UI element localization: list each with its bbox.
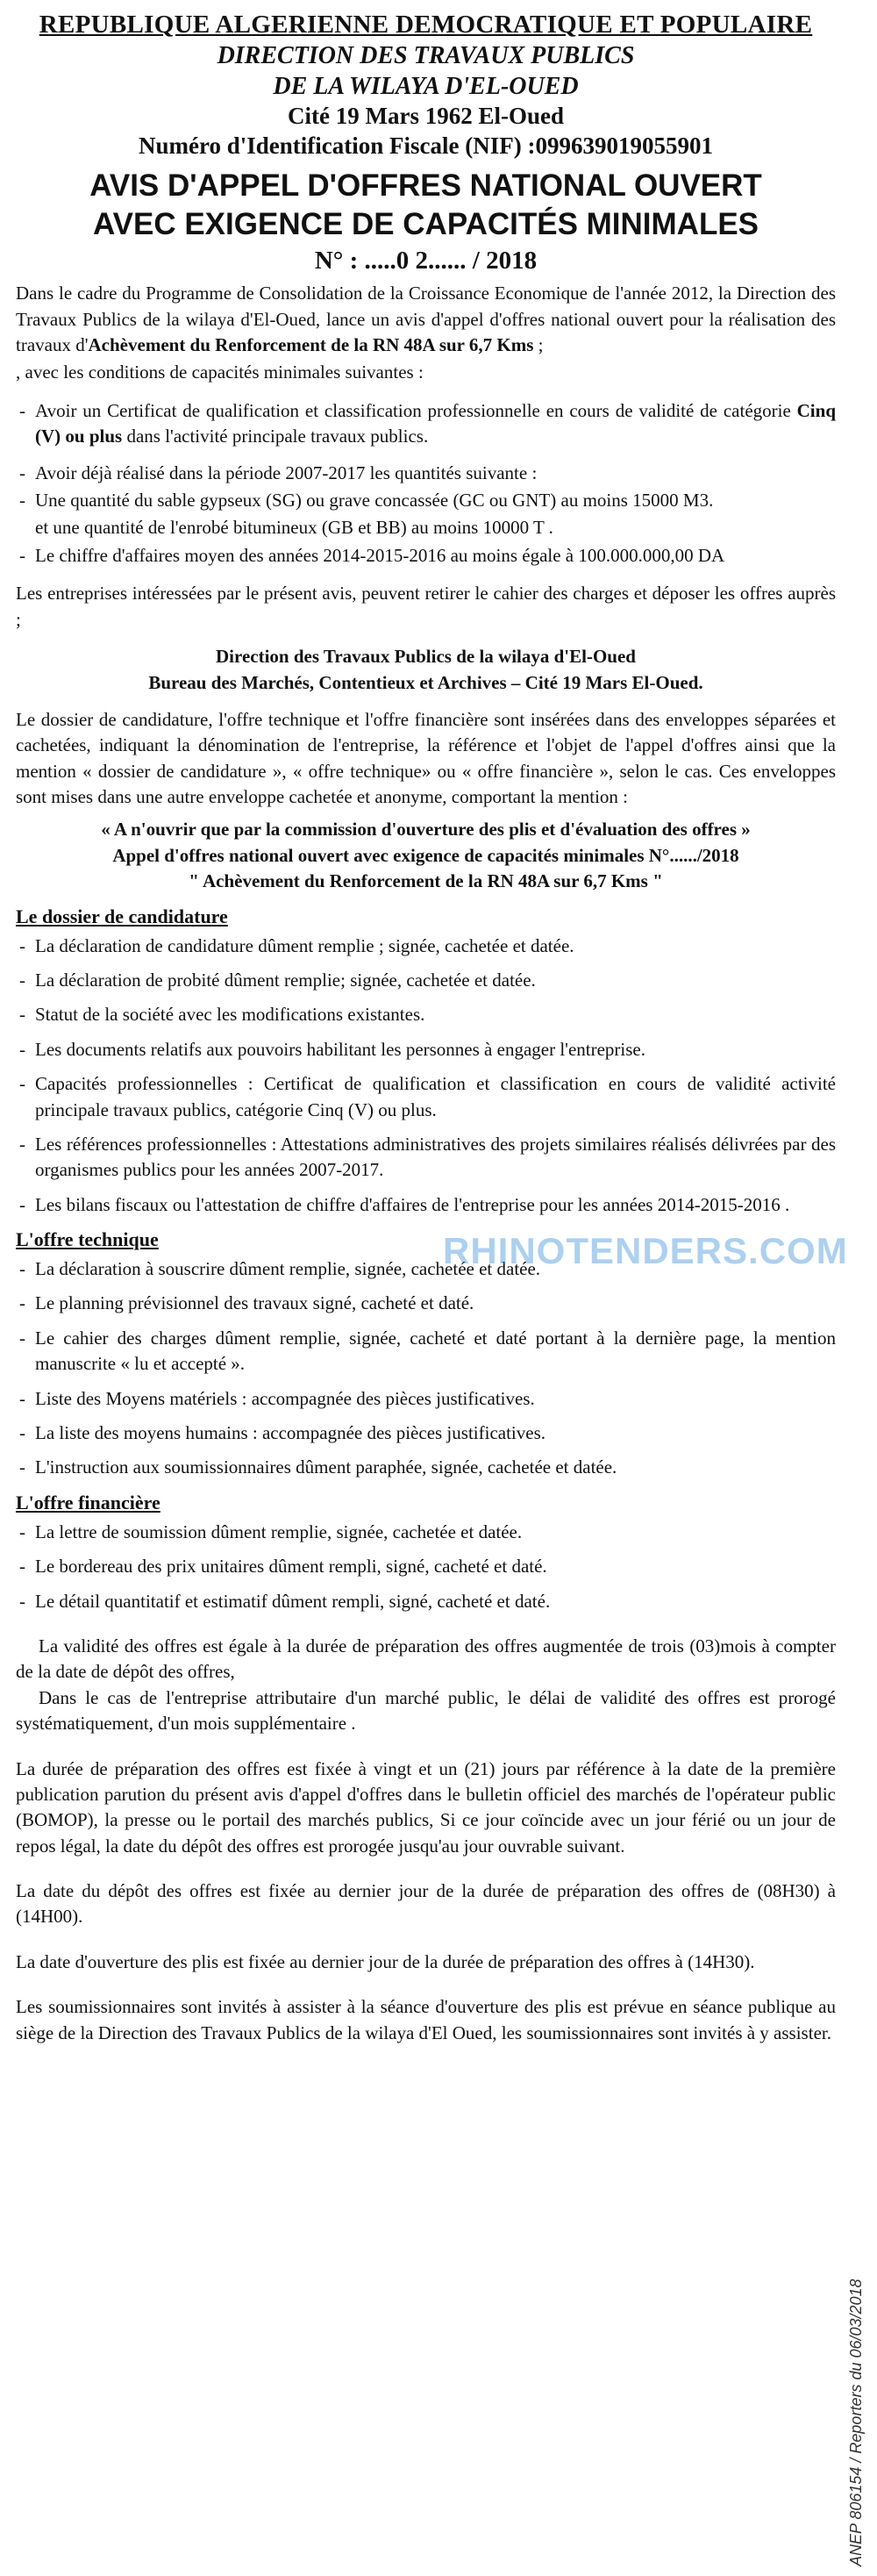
nif-line: Numéro d'Identification Fiscale (NIF) :099639019055901 bbox=[139, 132, 713, 159]
candidature-section-title: Le dossier de candidature bbox=[16, 905, 228, 927]
preparation-paragraph: La durée de préparation des offres est fixée à vingt et un (21) jours par référence à la date de la première publication parution du présent avis d'appel d'offres dans le bulletin officiel des marchés de l'opérateur public (BOMOP), la presse ou le portail des marchés publics, Si ce jour coïncide avec un jour férié ou un jour de repos légal, la date du dépôt des offres est prorogée jusqu'au jour ouvrable suivant. bbox=[16, 1757, 836, 1857]
candidature-item: - Les documents relatifs aux pouvoirs habilitant les personnes à engager l'entreprise. bbox=[16, 1037, 836, 1063]
mention-line-1: « A n'ouvrir que par la commission d'ouverture des plis et d'évaluation des offres » bbox=[101, 819, 751, 841]
validity-paragraph: La validité des offres est égale à la durée de préparation des offres augmentée de trois (03)mois à compter de la date de dépôt des offres, bbox=[16, 1635, 836, 1683]
financiere-list bbox=[16, 1520, 836, 1614]
mention-line-3: " Achèvement du Renforcement de la RN 48A sur 6,7 Kms " bbox=[189, 870, 663, 892]
retrait-paragraph: Les entreprises intéressées par le présent avis, peuvent retirer le cahier des charges et déposer les offres auprès ; bbox=[16, 583, 836, 630]
notice-title-line2: AVEC EXIGENCE DE CAPACITÉS MINIMALES bbox=[92, 206, 759, 241]
wilaya-heading: DE LA WILAYA D'EL-OUED bbox=[273, 73, 579, 101]
intro-paragraph bbox=[16, 281, 836, 358]
condition-item: - Avoir déjà réalisé dans la période 2007-2017 les quantités suivante : bbox=[16, 461, 836, 486]
condition-item: - Une quantité du sable gypseux (SG) ou grave concassée (GC ou GNT) au moins 15000 M3. bbox=[16, 488, 836, 513]
candidature-item: - Les bilans fiscaux ou l'attestation de chiffre d'affaires de l'entreprise pour les années 2014-2015-2016 . bbox=[16, 1192, 836, 1218]
submission-address bbox=[16, 643, 836, 697]
candidature-item: - La déclaration de candidature dûment remplie ; signée, cachetée et datée. bbox=[16, 934, 836, 959]
project-name: Achèvement du Renforcement de la RN 48A sur 6,7 Kms bbox=[88, 334, 534, 356]
conditions-intro: , avec les conditions de capacités minimales suivantes : bbox=[16, 361, 424, 383]
technique-item: - Le cahier des charges dûment remplie, signée, cacheté et daté portant à la dernière page, la mention manuscrite « lu et accepté ». bbox=[16, 1326, 836, 1377]
prorogation-paragraph: Dans le cas de l'entreprise attributaire d'un marché public, le délai de validité des offres est prorogé systématiquement, d'un mois supplémentaire . bbox=[16, 1686, 836, 1735]
attendance-paragraph: Les soumissionnaires sont invités à assister à la séance d'ouverture des plis est prévue en séance publique au siège de la Direction des Travaux Publics de la wilaya d'El Oued, les soumissionnaires sont invités à y assister. bbox=[16, 1996, 836, 2043]
candidature-item: - Statut de la société avec les modifications existantes. bbox=[16, 1002, 836, 1027]
financiere-item: - La lettre de soumission dûment remplie, signée, cachetée et datée. bbox=[16, 1520, 836, 1545]
candidature-item: - Les références professionnelles : Attestations administratives des projets similaires réalisés délivrées par des organismes publics pour les années 2007-2017. bbox=[16, 1132, 836, 1184]
opening-date-paragraph: La date d'ouverture des plis est fixée au dernier jour de la durée de préparation des offres à (14H30). bbox=[16, 1950, 755, 1972]
condition-continuation: et une quantité de l'enrobé bitumineux (GB et BB) au moins 10000 T . bbox=[35, 517, 553, 539]
intro-end: ; bbox=[533, 334, 544, 356]
candidature-list bbox=[16, 934, 836, 1219]
technique-item: - Liste des Moyens matériels : accompagnée des pièces justificatives. bbox=[16, 1386, 836, 1412]
candidature-item: - Capacités professionnelles : Certificat de qualification et classification en cours de validité activité principale travaux publics, catégorie Cinq (V) ou plus. bbox=[16, 1071, 836, 1123]
condition-item: - Le chiffre d'affaires moyen des années 2014-2015-2016 au moins égale à 100.000.000,00 DA bbox=[16, 543, 836, 569]
deposit-date-paragraph: La date du dépôt des offres est fixée au dernier jour de la durée de préparation des offres de (08H30) à (14H00). bbox=[16, 1880, 836, 1928]
intro-text: Dans le cadre du Programme de Consolidation de la Croissance Economique de l'année 2012, la Direction des Travaux Publics de la wilaya d'El-Oued, lance un avis d'appel d'offres national ouvert pour la réalisation des travaux d' bbox=[16, 283, 836, 356]
financiere-section-title: L'offre financière bbox=[16, 1491, 160, 1513]
technique-item: - L'instruction aux soumissionnaires dûment paraphée, signée, cachetée et datée. bbox=[16, 1455, 836, 1480]
watermark-text: RHINOTENDERS.COM bbox=[443, 1230, 848, 1271]
envelope-mention bbox=[16, 817, 836, 894]
conditions-list bbox=[16, 398, 836, 450]
condition-text: Avoir un Certificat de qualification et classification professionnelle en cours de validité de catégorie bbox=[35, 399, 797, 421]
condition-item bbox=[16, 398, 836, 450]
address-line-2: Bureau des Marchés, Contentieux et Archives – Cité 19 Mars El-Oued. bbox=[148, 672, 703, 694]
notice-number: N° : .....0 2...... / 2018 bbox=[314, 247, 538, 275]
candidature-item: - La déclaration de probité dûment remplie; signée, cachetée et datée. bbox=[16, 968, 836, 993]
technique-item: - La liste des moyens humains : accompagnée des pièces justificatives. bbox=[16, 1420, 836, 1446]
address-line-1: Direction des Travaux Publics de la wilaya d'El-Oued bbox=[216, 645, 636, 667]
quantities-list bbox=[16, 461, 836, 514]
technique-section-title: L'offre technique bbox=[16, 1228, 159, 1251]
envelopes-paragraph: Le dossier de candidature, l'offre technique et l'offre financière sont insérées dans des enveloppes séparées et cachetées, indiquant la dénomination de l'entreprise, la référence et l'objet de l'appel d'offres ainsi que la mention « dossier de candidature », « offre technique» ou « offre financière », selon le cas. Ces enveloppes sont mises dans une autre enveloppe cachetée et anonyme, comportant la mention : bbox=[16, 708, 836, 807]
notice-content bbox=[16, 9, 836, 2046]
turnover-list bbox=[16, 543, 836, 569]
technique-item: - Le planning prévisionnel des travaux signé, cacheté et daté. bbox=[16, 1291, 836, 1316]
technique-item: - La déclaration à souscrire dûment remplie, signée, cachetée et datée. bbox=[16, 1256, 836, 1282]
technique-list bbox=[16, 1256, 836, 1481]
mention-line-2: Appel d'offres national ouvert avec exigence de capacités minimales N°....../2018 bbox=[112, 844, 739, 866]
republic-heading: REPUBLIQUE ALGERIENNE DEMOCRATIQUE ET POPULAIRE bbox=[39, 11, 813, 39]
publication-side-note: ANEP 806154 / Reporters du 06/03/2018 bbox=[847, 2279, 865, 2566]
direction-heading: DIRECTION DES TRAVAUX PUBLICS bbox=[217, 42, 635, 70]
address-line: Cité 19 Mars 1962 El-Oued bbox=[288, 103, 564, 130]
condition-text-end: dans l'activité principale travaux publics. bbox=[122, 426, 429, 447]
condition-category: Cinq (V) ou plus bbox=[35, 399, 836, 447]
notice-title-line1: AVIS D'APPEL D'OFFRES NATIONAL OUVERT bbox=[89, 168, 762, 203]
financiere-item: - Le détail quantitatif et estimatif dûment rempli, signé, cacheté et daté. bbox=[16, 1589, 836, 1614]
financiere-item: - Le bordereau des prix unitaires dûment rempli, signé, cacheté et daté. bbox=[16, 1554, 836, 1579]
